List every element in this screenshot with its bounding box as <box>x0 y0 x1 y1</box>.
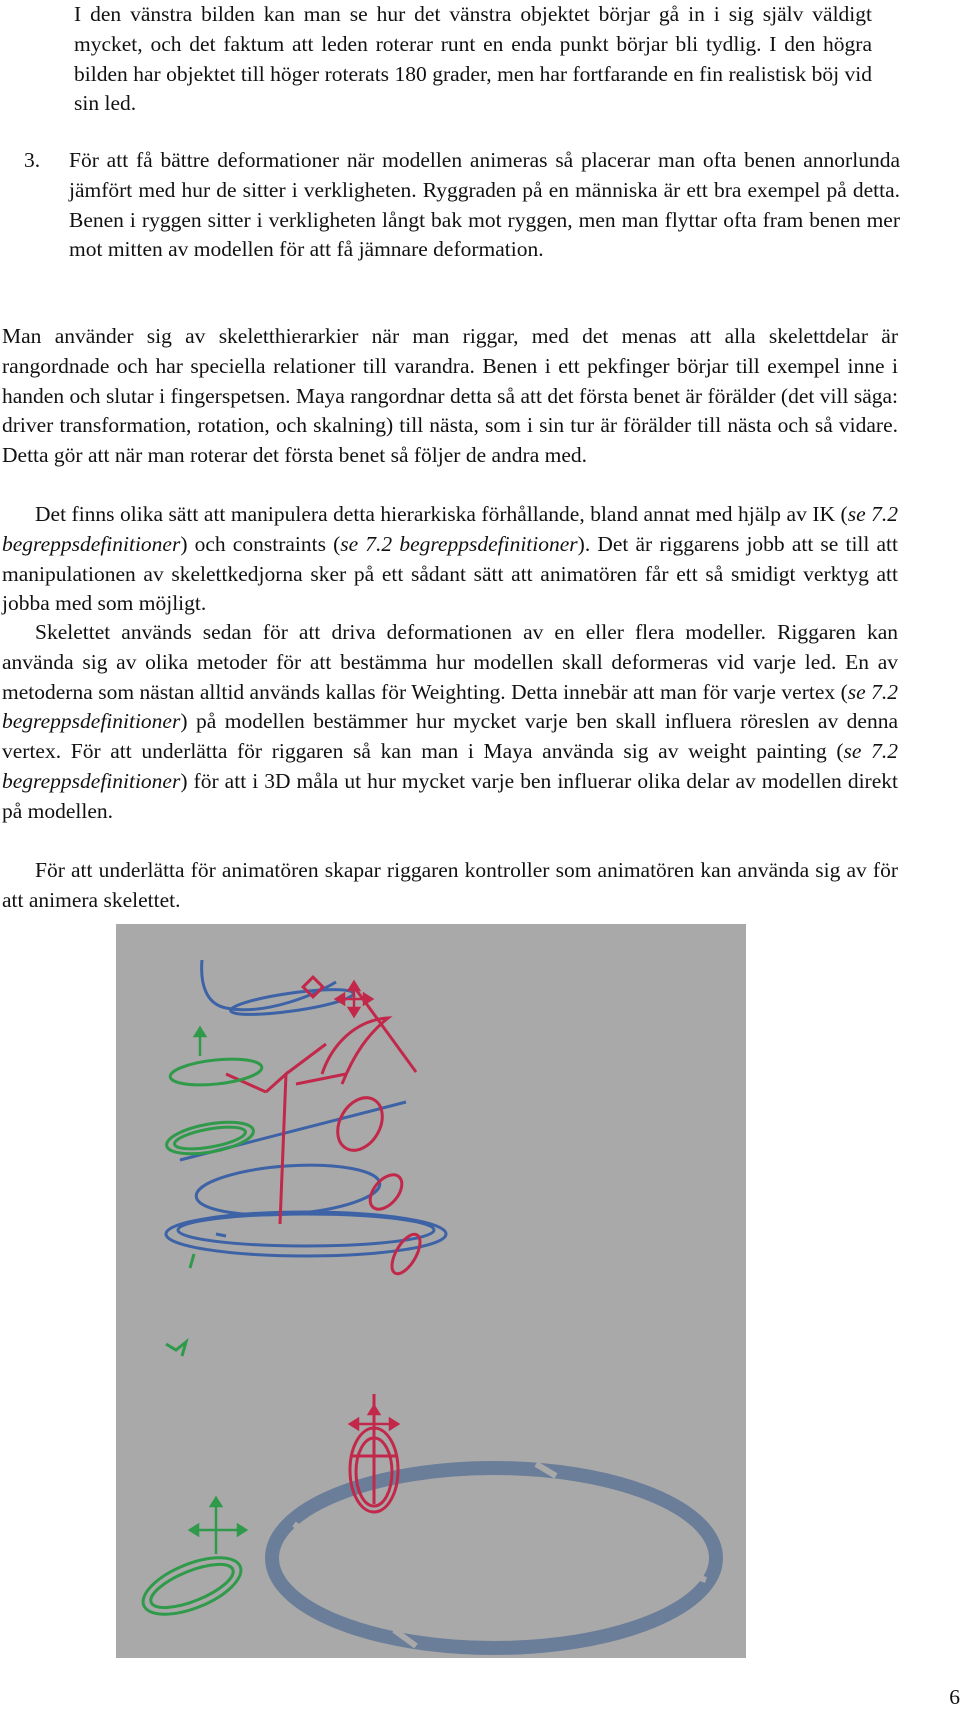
cross-reference: se 7.2 begreppsdefinitioner <box>2 502 898 556</box>
numbered-list-item <box>24 146 900 265</box>
weighting-paragraph: Skelettet används sedan för att driva deformationen av en eller flera modeller. Riggaren kan använda sig av olika metoder för att bestämma hur modellen skall deformeras vid varje led. En av metoderna som nästan alltid används kallas för Weighting. Detta innebär att man för varje vertex (se 7.2 begreppsdefinitioner) på modellen bestämmer hur mycket varje ben skall influera röreslen av denna vertex. För att underlätta för riggaren så kan man i Maya använda sig av weight painting (se 7.2 begreppsdefinitioner) för att i 3D måla ut hur mycket varje ben influerar olika delar av modellen direkt på modellen. <box>2 620 898 823</box>
page-number: 6 <box>949 1685 960 1709</box>
floor-ring <box>272 1468 716 1648</box>
green-controls <box>136 1055 263 1626</box>
cross-reference: se 7.2 begreppsdefinitioner <box>2 739 898 793</box>
ik-constraints-paragraph: Det finns olika sätt att manipulera detta hierarkiska förhållande, bland annat med hjälp av IK (se 7.2 begreppsdefinitioner) och constraints (se 7.2 begreppsdefinitioner). Det är riggarens jobb att se till att manipulationen av skelettkedjorna sker på ett sådant sätt att animatören får ett så smidigt verktyg att jobba med som möjligt. <box>2 502 898 616</box>
rig-controls-figure <box>116 924 746 1658</box>
skeleton-hierarchy-paragraph: Man använder sig av skeletthierarkier när man riggar, med det menas att alla skelettdelar är rangordnade och har speciella relationer till varandra. Benen i ett pekfinger börjar till exempel inne i handen och slutar i fingerspetsen. Maya rangordnar detta så att det första benet är förälder (det vill säga: driver transformation, rotation, och skalning) till nästa, som i sin tur är förälder till nästa och så vidare. Detta gör att när man roterar det första benet så följer de andra med. <box>2 324 898 468</box>
list-item-text: För att få bättre deformationer när modellen animeras så placerar man ofta benen annorlunda jämfört med hur de sitter i verkligheten. Ryggraden på en människa är ett bra exempel på detta. Benen i ryggen sitter i verkligheten långt bak mot ryggen, men man flyttar ofta fram benen mer mot mitten av modellen för att få jämnare deformation. <box>69 148 900 262</box>
intro-paragraph: I den vänstra bilden kan man se hur det vänstra objektet börjar gå in i sig själv väldigt mycket, och det faktum att leden roterar runt en enda punkt börjar bli tydlig. I den högra bilden har objektet till höger roterats 180 grader, men har fortfarande en fin realistisk böj vid sin led. <box>74 2 872 116</box>
red-move-manipulators <box>336 982 398 1438</box>
green-move-manipulators <box>190 1028 246 1554</box>
cross-reference: se 7.2 begreppsdefinitioner <box>340 531 578 556</box>
blue-controls <box>166 960 446 1256</box>
cross-reference: se 7.2 begreppsdefinitioner <box>2 679 898 734</box>
list-item-number: 3. <box>24 148 41 172</box>
maya-rig-illustration <box>116 924 746 1658</box>
controls-paragraph: För att underlätta för animatören skapar riggaren kontroller som animatören kan använda sig av för att animera skelettet. <box>2 858 898 912</box>
